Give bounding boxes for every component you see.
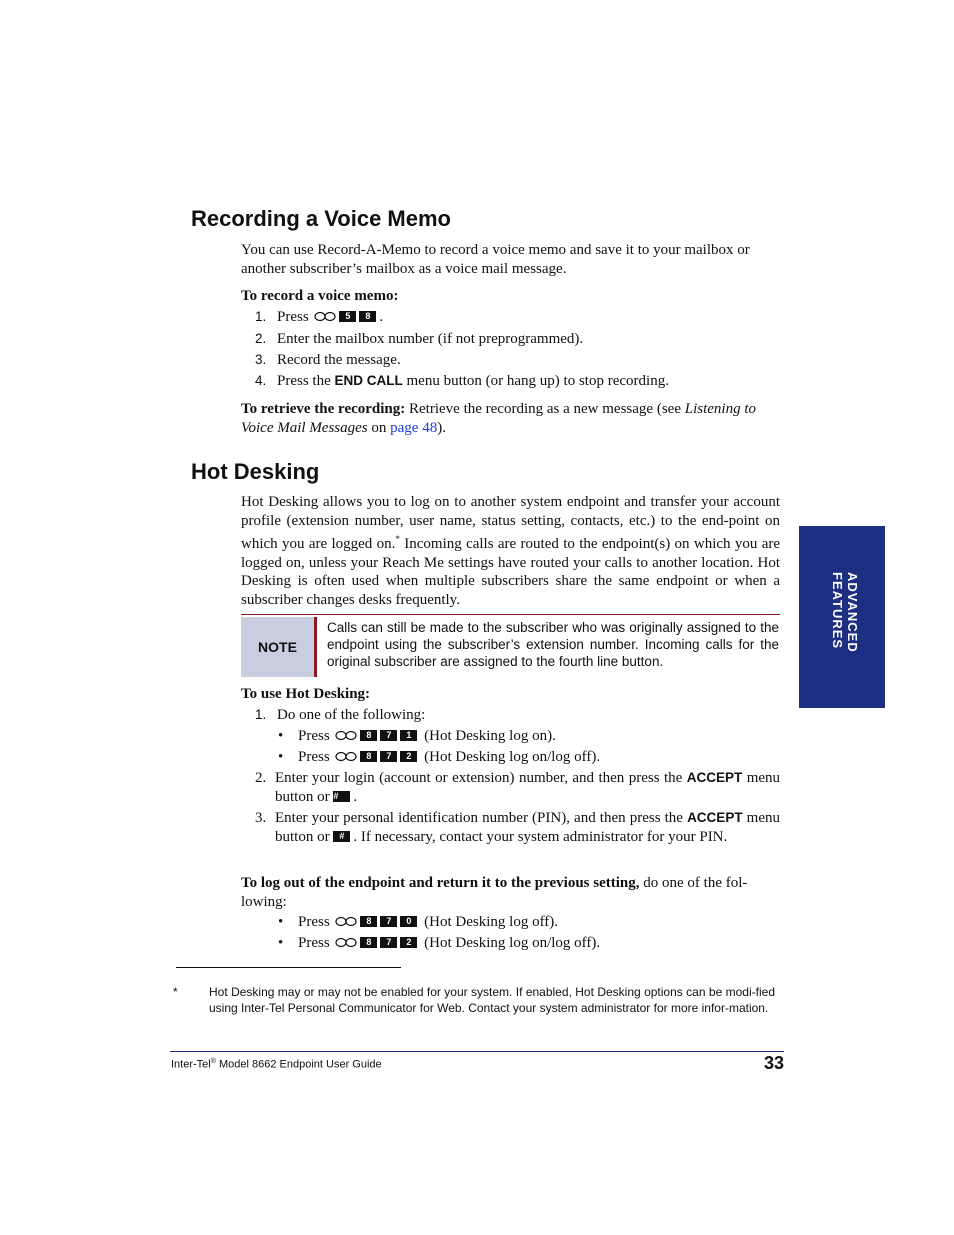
note-label: NOTE xyxy=(241,617,317,677)
page-48-link[interactable]: page 48 xyxy=(390,419,438,436)
footnote-text: Hot Desking may or may not be enabled for your system. If enabled, Hot Desking options can be modi-fied using Inter-Tel Personal Communicator for Web. Contact your system administrator for more infor-mation. xyxy=(209,985,775,1015)
logout-bullet-log-off: • Press 8 7 0 (Hot Desking log off). xyxy=(278,914,559,930)
retrieve-paragraph: To retrieve the recording: Retrieve the recording as a new message (see Listening to Voice Mail Messages on page 48). xyxy=(241,401,756,436)
hot-desking-step-2-num: 2. xyxy=(255,770,267,786)
hot-desking-step-2: Enter your login (account or extension) number, and then press the ACCEPT menu button or # . xyxy=(275,770,781,805)
dialpad-key: 8 xyxy=(360,937,377,948)
hot-desking-step-3-num: 3. xyxy=(255,810,267,826)
hot-desking-bullet-log-on-off: • Press 8 7 2 (Hot Desking log on/log off). xyxy=(278,749,601,765)
feature-key-icon xyxy=(335,937,357,948)
dialpad-key-pound: # xyxy=(333,831,350,842)
feature-key-icon xyxy=(314,311,336,322)
record-step-2: 2. Enter the mailbox number (if not preprogrammed). xyxy=(255,331,584,347)
footnote-divider xyxy=(176,967,401,968)
dialpad-key: 1 xyxy=(400,730,417,741)
note-text: Calls can still be made to the subscriber who was originally assigned to the endpoint using the subscriber’s extension number. Incoming calls for the original subscriber are assigned to the fourth line button. xyxy=(327,620,779,669)
record-step-1: 1. Press 5 8 . xyxy=(255,309,384,325)
dialpad-key: 7 xyxy=(380,730,397,741)
record-step-3: 3. Record the message. xyxy=(255,352,401,368)
dialpad-key: 2 xyxy=(400,937,417,948)
section-title-recording: Recording a Voice Memo xyxy=(191,206,451,231)
procedure-heading-hot-desking: To use Hot Desking: xyxy=(241,686,371,702)
dialpad-key: 8 xyxy=(360,730,377,741)
footer-title: Inter-Tel® Model 8662 Endpoint User Guide xyxy=(171,1058,382,1071)
feature-key-icon xyxy=(335,730,357,741)
section-title-hot-desking: Hot Desking xyxy=(191,459,320,484)
hot-desking-step-3: Enter your personal identification number (PIN), and then press the ACCEPT menu button or # . If necessary, contact your system administrator for your PIN. xyxy=(275,810,780,845)
feature-key-icon xyxy=(335,751,357,762)
hot-desking-bullet-log-on: • Press 8 7 1 (Hot Desking log on). xyxy=(278,728,556,744)
footnote-ref: * xyxy=(395,534,400,544)
hot-desking-step-1: 1. Do one of the following: xyxy=(255,707,426,723)
logout-bullet-log-on-off: • Press 8 7 2 (Hot Desking log on/log off). xyxy=(278,935,601,951)
page-number: 33 xyxy=(763,1053,784,1073)
dialpad-key: 5 xyxy=(339,311,356,322)
dialpad-key: 8 xyxy=(359,311,376,322)
end-call-button-label: END CALL xyxy=(334,373,403,388)
side-tab-label: ADVANCED FEATURES xyxy=(830,572,860,653)
dialpad-key: 0 xyxy=(400,916,417,927)
note-box xyxy=(241,614,780,677)
recording-intro: You can use Record-A-Memo to record a voice memo and save it to your mailbox or another subscriber’s mailbox as a voice mail message. xyxy=(241,242,750,277)
dialpad-key: 7 xyxy=(380,937,397,948)
dialpad-key-pound: # xyxy=(333,791,350,802)
dialpad-key: 2 xyxy=(400,751,417,762)
dialpad-key: 8 xyxy=(360,751,377,762)
feature-key-icon xyxy=(335,916,357,927)
dialpad-key: 7 xyxy=(380,751,397,762)
footnote-mark: * xyxy=(173,985,178,999)
dialpad-key: 8 xyxy=(360,916,377,927)
hot-desking-intro: Hot Desking allows you to log on to another system endpoint and transfer your account profile (extension number, user name, status setting, contacts, etc.) to the end-point on which you are logged on.* Incoming calls are routed to the endpoint(s) on which you are logged on, unless your Reach Me settings have routed your calls to another location. Hot Desking is often used when multiple subscribers share the same endpoint or when a subscriber changes desks frequently. xyxy=(241,494,781,608)
accept-button-label: ACCEPT xyxy=(686,770,743,785)
dialpad-key: 7 xyxy=(380,916,397,927)
accept-button-label: ACCEPT xyxy=(687,810,743,825)
record-step-4: 4. Press the END CALL menu button (or hang up) to stop recording. xyxy=(255,373,669,389)
procedure-heading-record: To record a voice memo: xyxy=(241,288,399,304)
logout-paragraph: To log out of the endpoint and return it to the previous setting, do one of the fol-lowing: xyxy=(241,875,748,910)
footer-rule xyxy=(170,1051,784,1052)
